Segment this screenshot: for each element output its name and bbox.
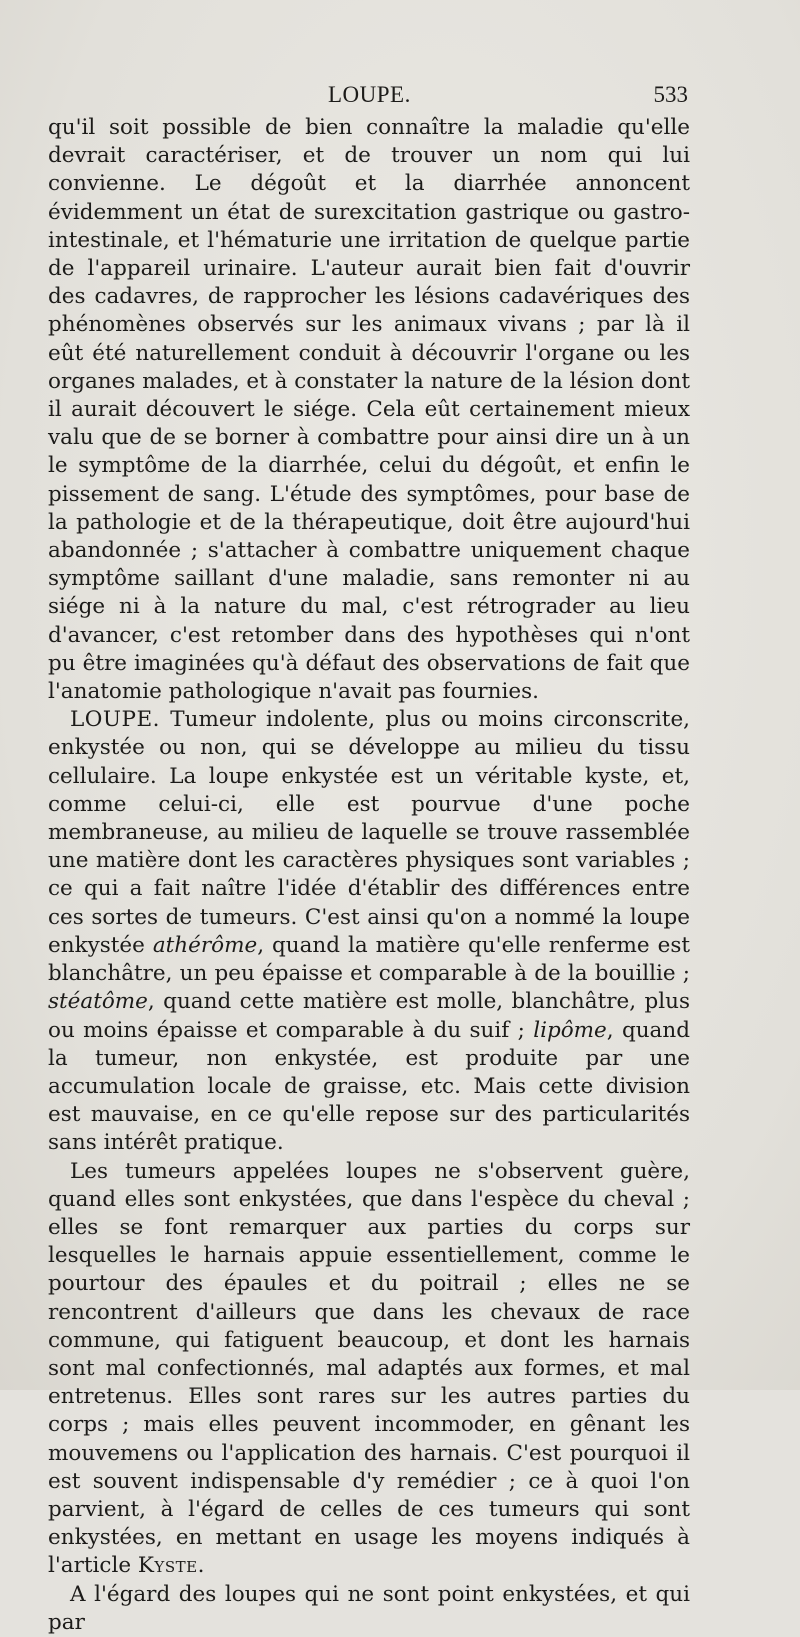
entry-headword: LOUPE. xyxy=(70,707,161,733)
paragraph-3-text-1: Les tumeurs appelées loupes ne s'observent guère, quand elles sont enkystées, que dans l'espèce du cheval ; elles se font remarquer aux parties du corps sur lesquelles le harnais appuie essentiellement, comme le pourtour des épaules et du poitrail ; elles ne se rencontrent d'ailleurs que dans les chevaux de race commune, qui fatiguent beaucoup, et dont les harnais sont mal confectionnés, mal adaptés aux formes, et mal entretenus. Elles sont rares sur les autres parties du corps ; mais elles peuvent incommoder, en gênant les mouvemens ou l'application des harnais. C'est pourquoi il est souvent indispensable d'y remédier ; ce à quoi l'on parvient, à l'égard de celles de ces tumeurs qui sont enkystées, en mettant en usage les moyens indiqués à l'article xyxy=(48,1158,690,1579)
paragraph-4: A l'égard des loupes qui ne sont point enkystées, et qui par xyxy=(48,1581,690,1635)
paragraph-2-text-4: , quand la tumeur, non enkystée, est produite par une accumulation locale de graisse, etc. Mais cette division est mauvaise, en ce qu'elle repose sur des particularités sans intérêt pratique. xyxy=(48,1017,690,1156)
paragraph-2-text-2: , quand la matière qu'elle renferme est blanchâtre, un peu épaisse et comparable à de la bouillie ; xyxy=(48,932,690,987)
paragraph-2-text-3: , quand cette matière est molle, blanchâtre, plus ou moins épaisse et comparable à du suif ; xyxy=(48,989,690,1043)
paragraph-2-text-1: Tumeur indolente, plus ou moins circonscrite, enkystée ou non, qui se développe au milieu du tissu cellulaire. La loupe enkystée est un véritable kyste, et, comme celui-ci, elle est pourvue d'une poche membraneuse, au milieu de laquelle se trouve rassemblée une matière dont les caractères physiques sont variables ; ce qui a fait naître l'idée d'établir des différences entre ces sortes de tumeurs. C'est ainsi qu'on a nommé la loupe enkystée xyxy=(48,707,690,958)
paragraph-3 xyxy=(48,1158,690,1581)
body-text xyxy=(48,114,690,1637)
paragraph-1: qu'il soit possible de bien connaître la maladie qu'elle devrait caractériser, et de trouver un nom qui lui convienne. Le dégoût et la diarrhée annoncent évidemment un état de surexcitation gastrique ou gastro-intestinale, et l'hématurie une irritation de quelque partie de l'appareil urinaire. L'auteur aurait bien fait d'ouvrir des cadavres, de rapprocher les lésions cadavériques des phénomènes observés sur les animaux vivans ; par là il eût été naturellement conduit à découvrir l'organe ou les organes malades, et à constater la nature de la lésion dont il aurait découvert le siége. Cela eût certainement mieux valu que de se borner à combattre pour ainsi dire un à un le symptôme de la diarrhée, celui du dégoût, et enfin le pissement de sang. L'étude des symptômes, pour base de la pathologie et de la thérapeutique, doit être aujourd'hui abandonnée ; s'attacher à combattre uniquement chaque symptôme saillant d'une maladie, sans remonter ni au siége ni à la nature du mal, c'est rétrograder au lieu d'avancer, c'est retomber dans des hypothèses qui n'ont pu être imaginées qu'à défaut des observations de fait que l'anatomie pathologique n'avait pas fournies. xyxy=(48,115,690,705)
page-number: 533 xyxy=(653,82,688,107)
term-lipome: lipôme xyxy=(533,1017,607,1043)
term-steatome: stéatôme xyxy=(48,989,148,1015)
paragraph-3-text-2: . xyxy=(197,1553,205,1579)
running-head: LOUPE. xyxy=(328,82,411,107)
paragraph-2 xyxy=(48,706,690,1157)
term-atherome: athérôme xyxy=(152,932,258,958)
page-header xyxy=(48,82,688,112)
cross-reference-kyste: Kyste xyxy=(137,1553,198,1579)
